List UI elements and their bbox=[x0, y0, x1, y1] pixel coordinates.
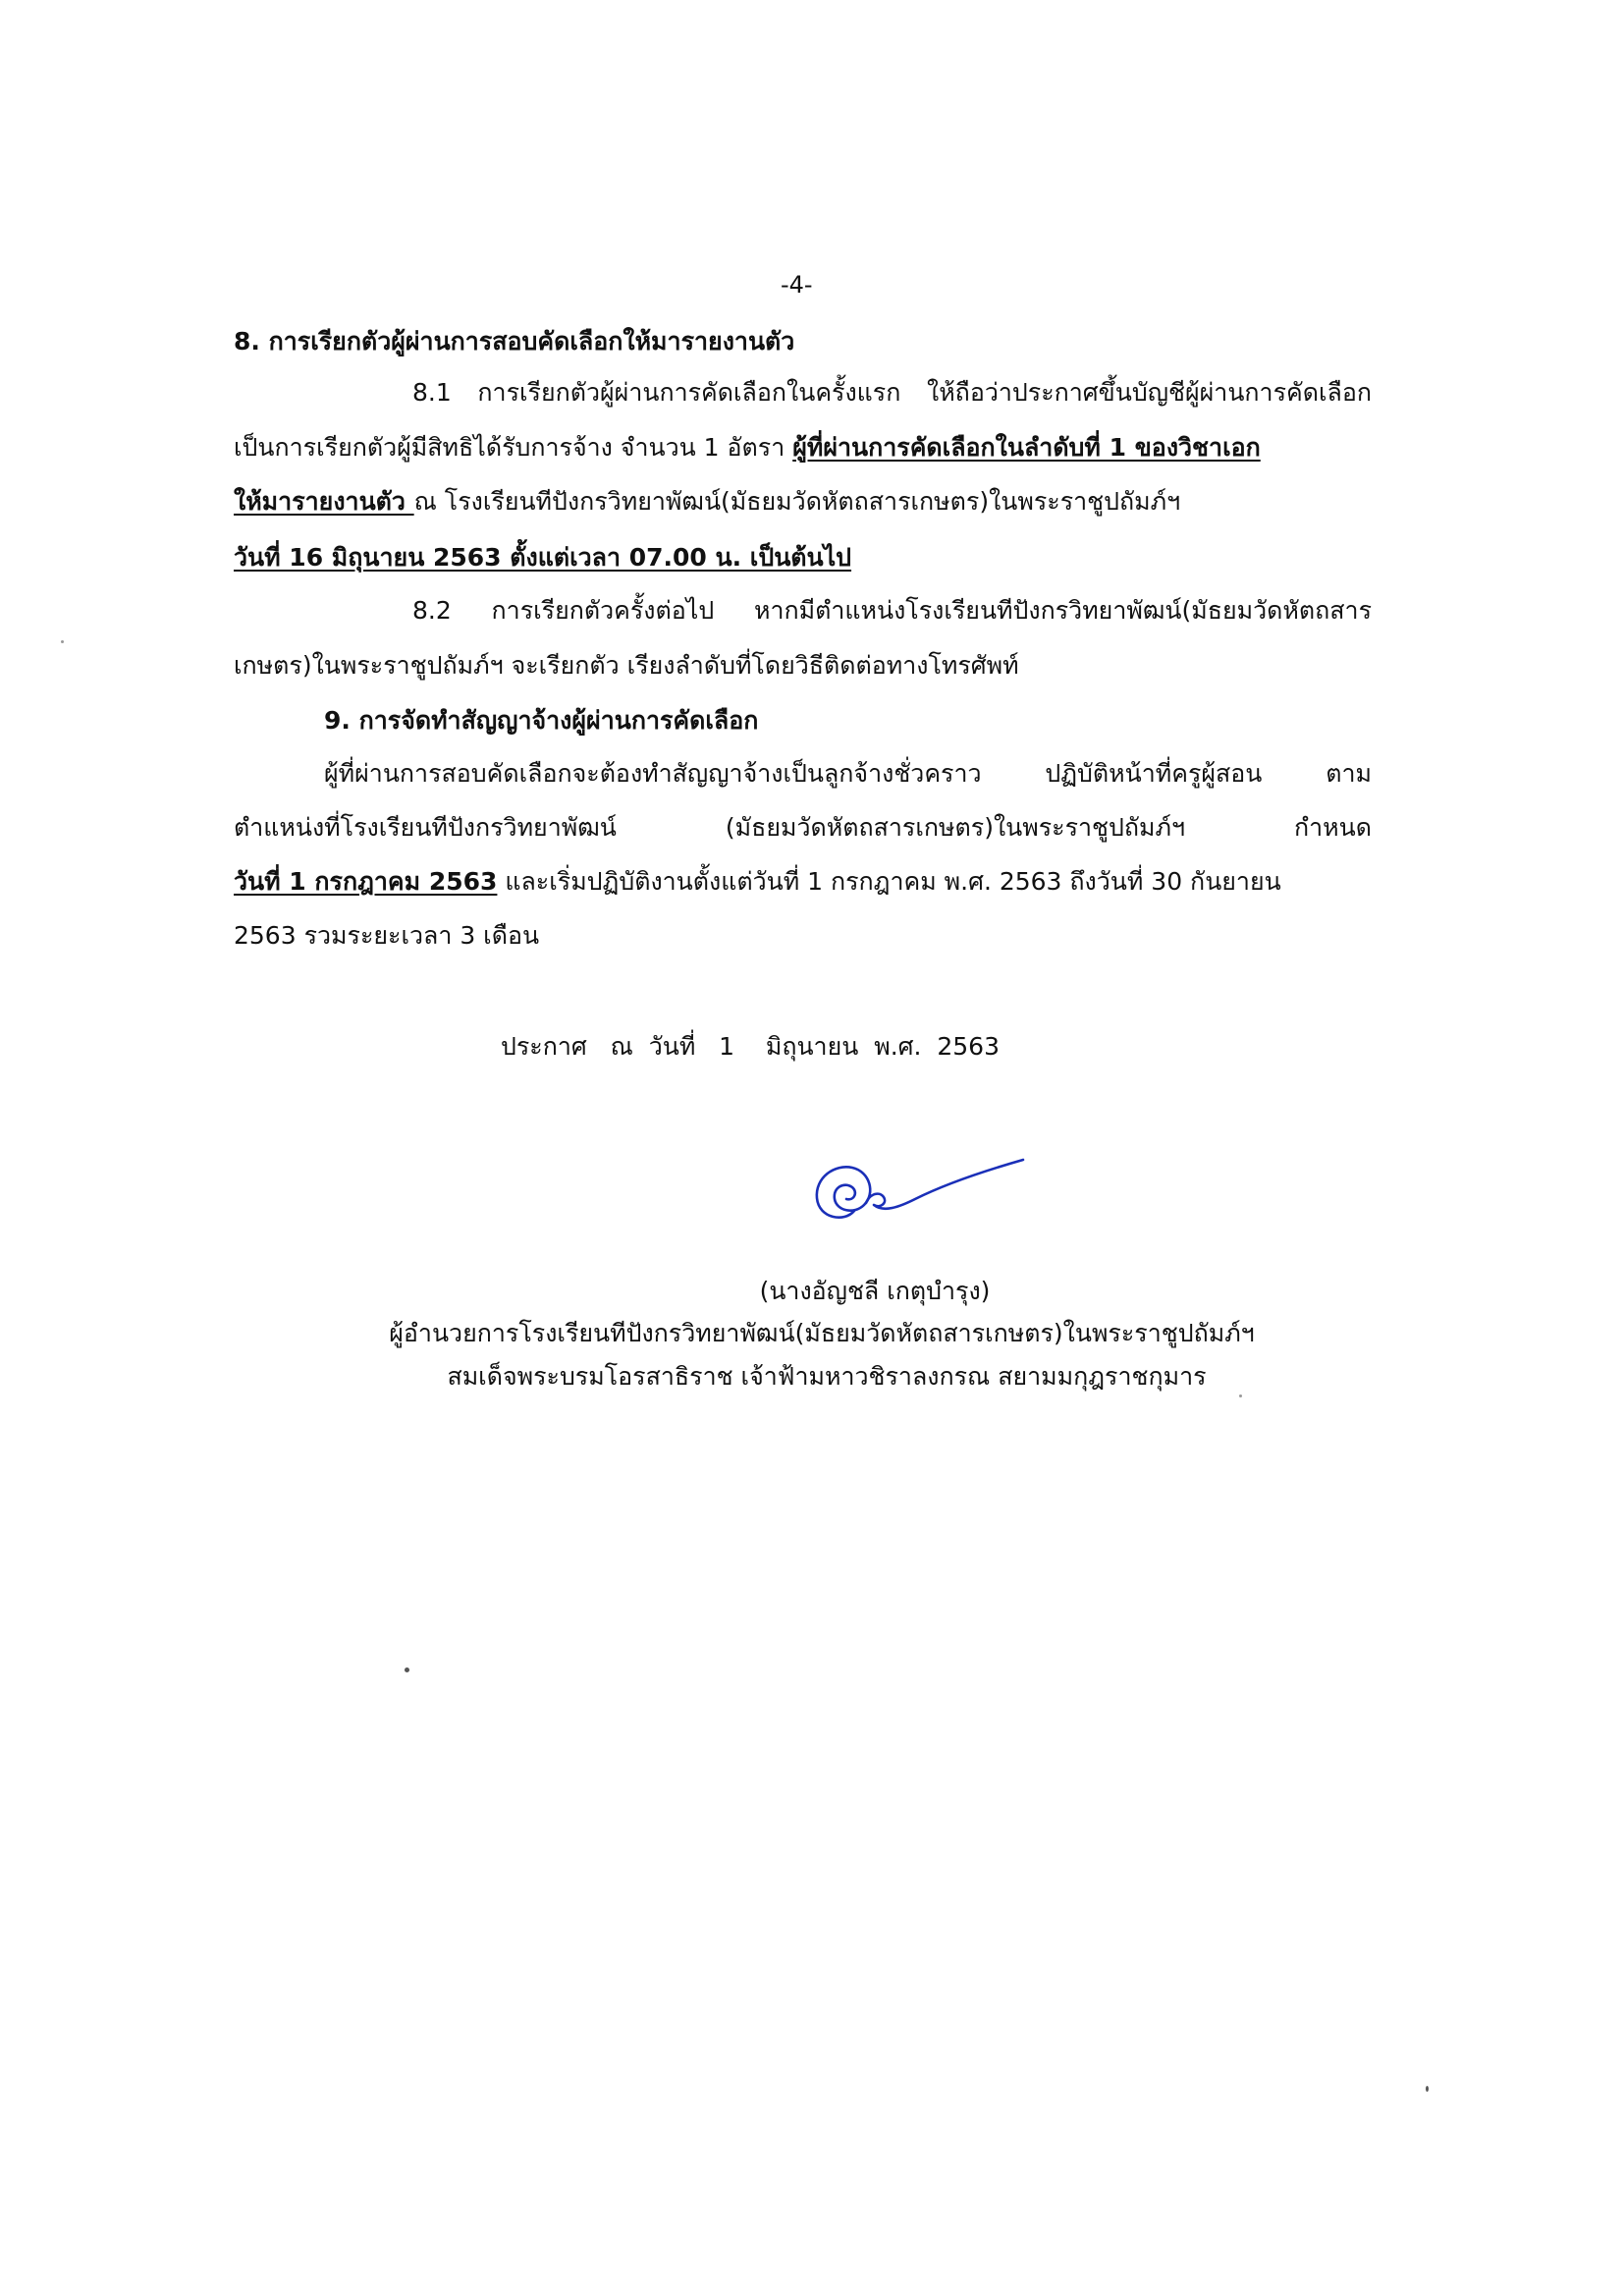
para-9-line-3 bbox=[234, 864, 1281, 900]
para-8-1-line-1 bbox=[412, 375, 1372, 410]
para-8-1-line-3 bbox=[234, 484, 1180, 519]
para-9-line-4: 2563 รวมระยะเวลา 3 เดือน bbox=[234, 921, 540, 950]
section-9-heading: 9. การจัดทำสัญญาจ้างผู้ผ่านการคัดเลือก bbox=[324, 706, 759, 735]
para-9-line-2-text: ตำแหน่งที่โรงเรียนทีปังกรวิทยาพัฒน์ (มัธยมวัดหัตถสารเกษตร)ในพระราชูปถัมภ์ฯ กำหนด bbox=[234, 813, 1372, 842]
scan-speck bbox=[1239, 1394, 1242, 1397]
page-number: -4- bbox=[781, 271, 813, 299]
para-8-1-line-3-emphasis: ให้มารายงานตัว bbox=[234, 487, 414, 516]
para-9-line-2 bbox=[234, 810, 1372, 846]
scan-speck bbox=[61, 640, 64, 643]
para-9-line-1 bbox=[324, 756, 1372, 792]
para-9-line-1-text: ผู้ที่ผ่านการสอบคัดเลือกจะต้องทำสัญญาจ้างเป็นลูกจ้างชั่วคราว ปฏิบัติหน้าที่ครูผู้สอน ตาม bbox=[324, 759, 1372, 788]
report-date: วันที่ 16 มิถุนายน 2563 ตั้งแต่เวลา 07.00 น. เป็นต้นไป bbox=[234, 543, 852, 572]
announcement-date: ประกาศ ณ วันที่ 1 มิถุนายน พ.ศ. 2563 bbox=[501, 1032, 1000, 1061]
para-8-2-line-1-text: 8.2 การเรียกตัวครั้งต่อไป หากมีตำแหน่งโรงเรียนทีปังกรวิทยาพัฒน์(มัธยมวัดหัตถสาร bbox=[412, 596, 1372, 625]
signatory-name: (นางอัญชลี เกตุบำรุง) bbox=[759, 1277, 991, 1305]
para-8-2-line-1 bbox=[412, 593, 1372, 629]
para-8-2-line-2: เกษตร)ในพระราชูปถัมภ์ฯ จะเรียกตัว เรียงลำดับที่โดยวิธีติดต่อทางโทรศัพท์ bbox=[234, 651, 1019, 680]
contract-date: วันที่ 1 กรกฎาคม 2563 bbox=[234, 867, 498, 896]
signature bbox=[805, 1144, 1036, 1252]
para-8-1-line-1-text: 8.1 การเรียกตัวผู้ผ่านการคัดเลือกในครั้งแรก ให้ถือว่าประกาศขึ้นบัญชีผู้ผ่านการคัดเลือก bbox=[412, 378, 1372, 407]
scan-speck bbox=[405, 1667, 409, 1672]
para-8-1-line-3-text: ณ โรงเรียนทีปังกรวิทยาพัฒน์(มัธยมวัดหัตถสารเกษตร)ในพระราชูปถัมภ์ฯ bbox=[413, 487, 1181, 516]
signatory-title-1: ผู้อำนวยการโรงเรียนทีปังกรวิทยาพัฒน์(มัธยมวัดหัตถสารเกษตร)ในพระราชูปถัมภ์ฯ bbox=[389, 1319, 1255, 1347]
scan-speck bbox=[1426, 2086, 1429, 2092]
section-8-heading: 8. การเรียกตัวผู้ผ่านการสอบคัดเลือกให้มารายงานตัว bbox=[234, 327, 795, 355]
para-8-1-line-2-text: เป็นการเรียกตัวผู้มีสิทธิได้รับการจ้าง จำนวน 1 อัตรา bbox=[234, 433, 793, 462]
signatory-title-2: สมเด็จพระบรมโอรสาธิราช เจ้าฟ้ามหาวชิราลงกรณ สยามมกุฎราชกุมาร bbox=[447, 1362, 1207, 1391]
para-8-1-line-2-emphasis: ผู้ที่ผ่านการคัดเลือกในลำดับที่ 1 ของวิชาเอก bbox=[792, 433, 1261, 462]
para-9-line-3-text: และเริ่มปฏิบัติงานตั้งแต่วันที่ 1 กรกฎาคม พ.ศ. 2563 ถึงวันที่ 30 กันยายน bbox=[497, 867, 1281, 896]
para-8-1-line-2 bbox=[234, 430, 1261, 465]
